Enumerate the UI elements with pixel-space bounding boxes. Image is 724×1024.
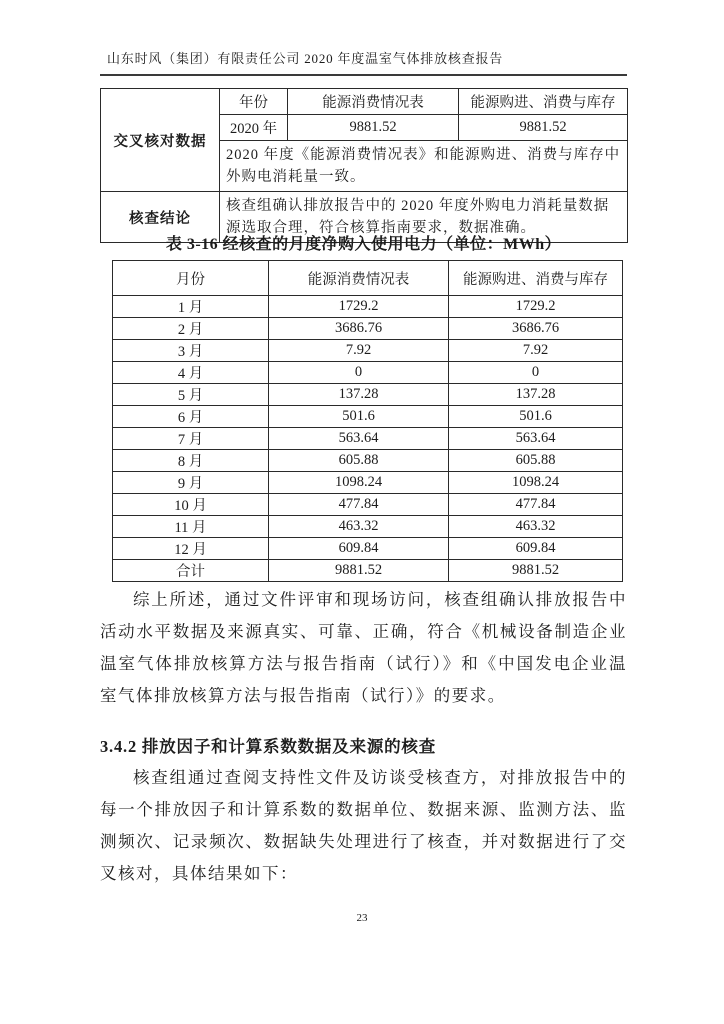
table-row xyxy=(113,428,623,450)
factor-check-paragraph: 核查组通过查阅支持性文件及访谈受核查方，对排放报告中的每一个排放因子和计算系数的数据单位、数据来源、监测方法、监测频次、记录频次、数据缺失处理进行了核查，并对数据进行了交叉核对，具体结果如下： xyxy=(100,768,627,883)
conclusion-label: 核查结论 xyxy=(101,192,220,243)
table-row xyxy=(113,406,623,428)
value-cell: 463.32 xyxy=(449,516,623,538)
value-cell: 605.88 xyxy=(449,450,623,472)
section-heading-3-4-2: 3.4.2 排放因子和计算系数数据及来源的核查 xyxy=(100,737,437,756)
table-row xyxy=(113,472,623,494)
table-row xyxy=(113,340,623,362)
month-cell: 4 月 xyxy=(113,362,269,384)
cross-check-label: 交叉核对数据 xyxy=(101,89,220,192)
value-cell: 463.32 xyxy=(269,516,449,538)
table-row xyxy=(101,89,628,115)
table-header-row xyxy=(113,261,623,296)
column-header-purchase: 能源购进、消费与库存 xyxy=(459,89,628,115)
value-cell: 0 xyxy=(269,362,449,384)
table-row xyxy=(113,538,623,560)
value-cell: 605.88 xyxy=(269,450,449,472)
month-cell: 10 月 xyxy=(113,494,269,516)
table-total-row xyxy=(113,560,623,582)
month-cell: 8 月 xyxy=(113,450,269,472)
value-cell: 3686.76 xyxy=(449,318,623,340)
value-cell: 563.64 xyxy=(269,428,449,450)
page-number: 23 xyxy=(356,912,368,924)
cross-check-note: 2020 年度《能源消费情况表》和能源购进、消费与库存中外购电消耗量一致。 xyxy=(220,141,628,192)
month-cell: 12 月 xyxy=(113,538,269,560)
table-row xyxy=(113,516,623,538)
value-cell: 477.84 xyxy=(269,494,449,516)
column-header-consumption: 能源消费情况表 xyxy=(269,261,449,296)
conclusion-text: 核查组确认排放报告中的 2020 年度外购电力消耗量数据源选取合理，符合核算指南要求，数据准确。 xyxy=(220,192,628,243)
value-cell: 609.84 xyxy=(449,538,623,560)
value-cell: 609.84 xyxy=(269,538,449,560)
table-row xyxy=(113,318,623,340)
total-value-cell: 9881.52 xyxy=(269,560,449,582)
column-header-consumption: 能源消费情况表 xyxy=(288,89,459,115)
value-cell: 7.92 xyxy=(449,340,623,362)
month-cell: 6 月 xyxy=(113,406,269,428)
summary-paragraph: 综上所述，通过文件评审和现场访问，核查组确认排放报告中活动水平数据及来源真实、可靠、正确，符合《机械设备制造企业温室气体排放核算方法与报告指南（试行）》和《中国发电企业温室气体排放核算方法与报告指南（试行）》的要求。 xyxy=(100,590,627,705)
month-cell: 3 月 xyxy=(113,340,269,362)
value-cell: 9881.52 xyxy=(288,115,459,141)
value-cell: 477.84 xyxy=(449,494,623,516)
value-cell: 1098.24 xyxy=(449,472,623,494)
value-cell: 501.6 xyxy=(269,406,449,428)
table-row xyxy=(113,450,623,472)
value-cell: 1729.2 xyxy=(449,296,623,318)
value-cell: 1098.24 xyxy=(269,472,449,494)
month-cell: 5 月 xyxy=(113,384,269,406)
month-cell: 11 月 xyxy=(113,516,269,538)
value-cell: 1729.2 xyxy=(269,296,449,318)
value-cell: 9881.52 xyxy=(459,115,628,141)
value-cell: 3686.76 xyxy=(269,318,449,340)
table-row xyxy=(113,362,623,384)
value-cell: 0 xyxy=(449,362,623,384)
column-header-year: 年份 xyxy=(220,89,288,115)
column-header-month: 月份 xyxy=(113,261,269,296)
month-cell: 2 月 xyxy=(113,318,269,340)
month-cell: 1 月 xyxy=(113,296,269,318)
report-title: 山东时风（集团）有限责任公司 2020 年度温室气体排放核查报告 xyxy=(107,51,504,66)
value-cell: 137.28 xyxy=(269,384,449,406)
total-value-cell: 9881.52 xyxy=(449,560,623,582)
year-cell: 2020 年 xyxy=(220,115,288,141)
table-row xyxy=(113,494,623,516)
table-row xyxy=(113,384,623,406)
value-cell: 501.6 xyxy=(449,406,623,428)
month-cell: 7 月 xyxy=(113,428,269,450)
month-cell: 9 月 xyxy=(113,472,269,494)
table-3-16-title: 表 3-16 经核查的月度净购入使用电力（单位：MWh） xyxy=(165,236,562,253)
cross-check-table xyxy=(100,88,628,243)
column-header-purchase: 能源购进、消费与库存 xyxy=(449,261,623,296)
value-cell: 563.64 xyxy=(449,428,623,450)
table-row xyxy=(113,296,623,318)
value-cell: 7.92 xyxy=(269,340,449,362)
total-label-cell: 合计 xyxy=(113,560,269,582)
value-cell: 137.28 xyxy=(449,384,623,406)
page-header xyxy=(100,48,627,76)
monthly-electricity-table xyxy=(112,260,623,582)
